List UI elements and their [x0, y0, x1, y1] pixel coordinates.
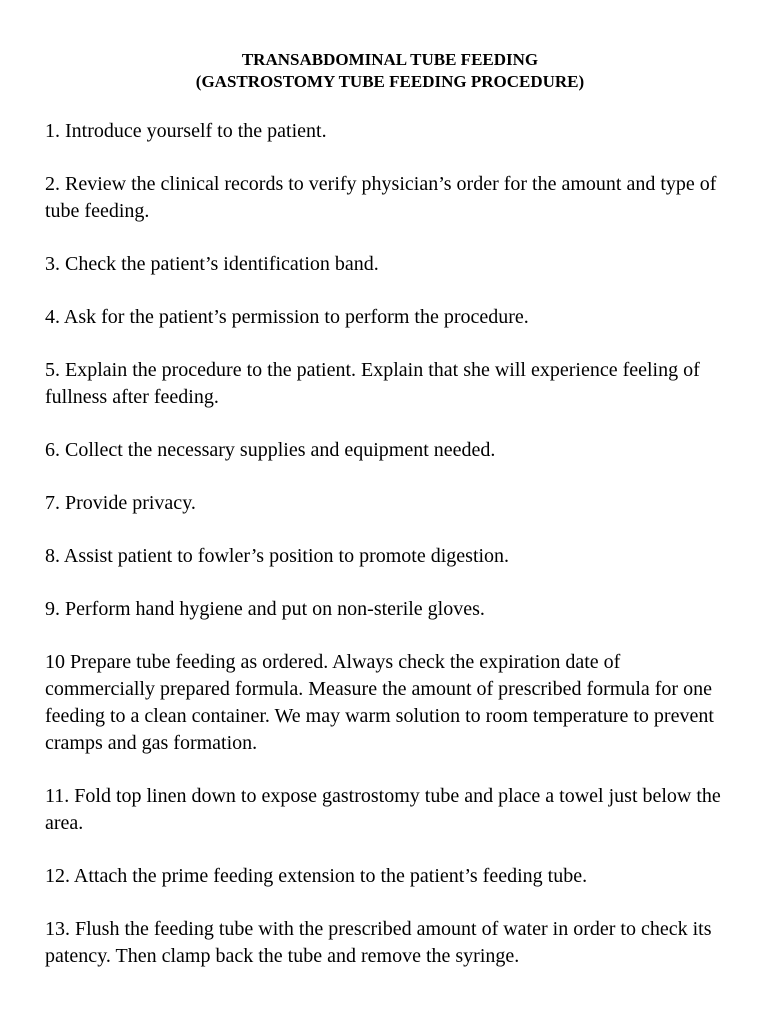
- procedure-step-7: 7. Provide privacy.: [45, 492, 196, 514]
- procedure-step-1: 1. Introduce yourself to the patient.: [45, 120, 327, 142]
- procedure-step-8: 8. Assist patient to fowler’s position to promote digestion.: [45, 545, 510, 567]
- procedure-step-13: 13. Flush the feeding tube with the prescribed amount of water in order to check its patency. Then clamp back the tube and remove the syringe.: [45, 918, 712, 967]
- procedure-step-12: 12. Attach the prime feeding extension to the patient’s feeding tube.: [45, 865, 588, 887]
- document-page: [45, 49, 735, 996]
- procedure-step-11: 11. Fold top linen down to expose gastrostomy tube and place a towel just below the area.: [45, 785, 721, 834]
- procedure-step-9: 9. Perform hand hygiene and put on non-sterile gloves.: [45, 598, 485, 620]
- title-line-1: TRANSABDOMINAL TUBE FEEDING: [241, 50, 539, 69]
- procedure-step-4: 4. Ask for the patient’s permission to perform the procedure.: [45, 306, 529, 328]
- title-line-2: (GASTROSTOMY TUBE FEEDING PROCEDURE): [195, 72, 585, 91]
- procedure-step-10: 10 Prepare tube feeding as ordered. Always check the expiration date of commercially prepared formula. Measure the amount of prescribed formula for one feeding to a clean container. We may warm solution to room temperature to prevent cramps and gas formation.: [45, 651, 714, 754]
- procedure-steps-list: [45, 118, 735, 970]
- procedure-step-2: 2. Review the clinical records to verify physician’s order for the amount and type of tube feeding.: [45, 173, 717, 222]
- procedure-step-3: 3. Check the patient’s identification band.: [45, 253, 379, 275]
- procedure-step-5: 5. Explain the procedure to the patient. Explain that she will experience feeling of fullness after feeding.: [45, 359, 700, 408]
- document-title: [45, 49, 735, 93]
- procedure-step-6: 6. Collect the necessary supplies and equipment needed.: [45, 439, 496, 461]
